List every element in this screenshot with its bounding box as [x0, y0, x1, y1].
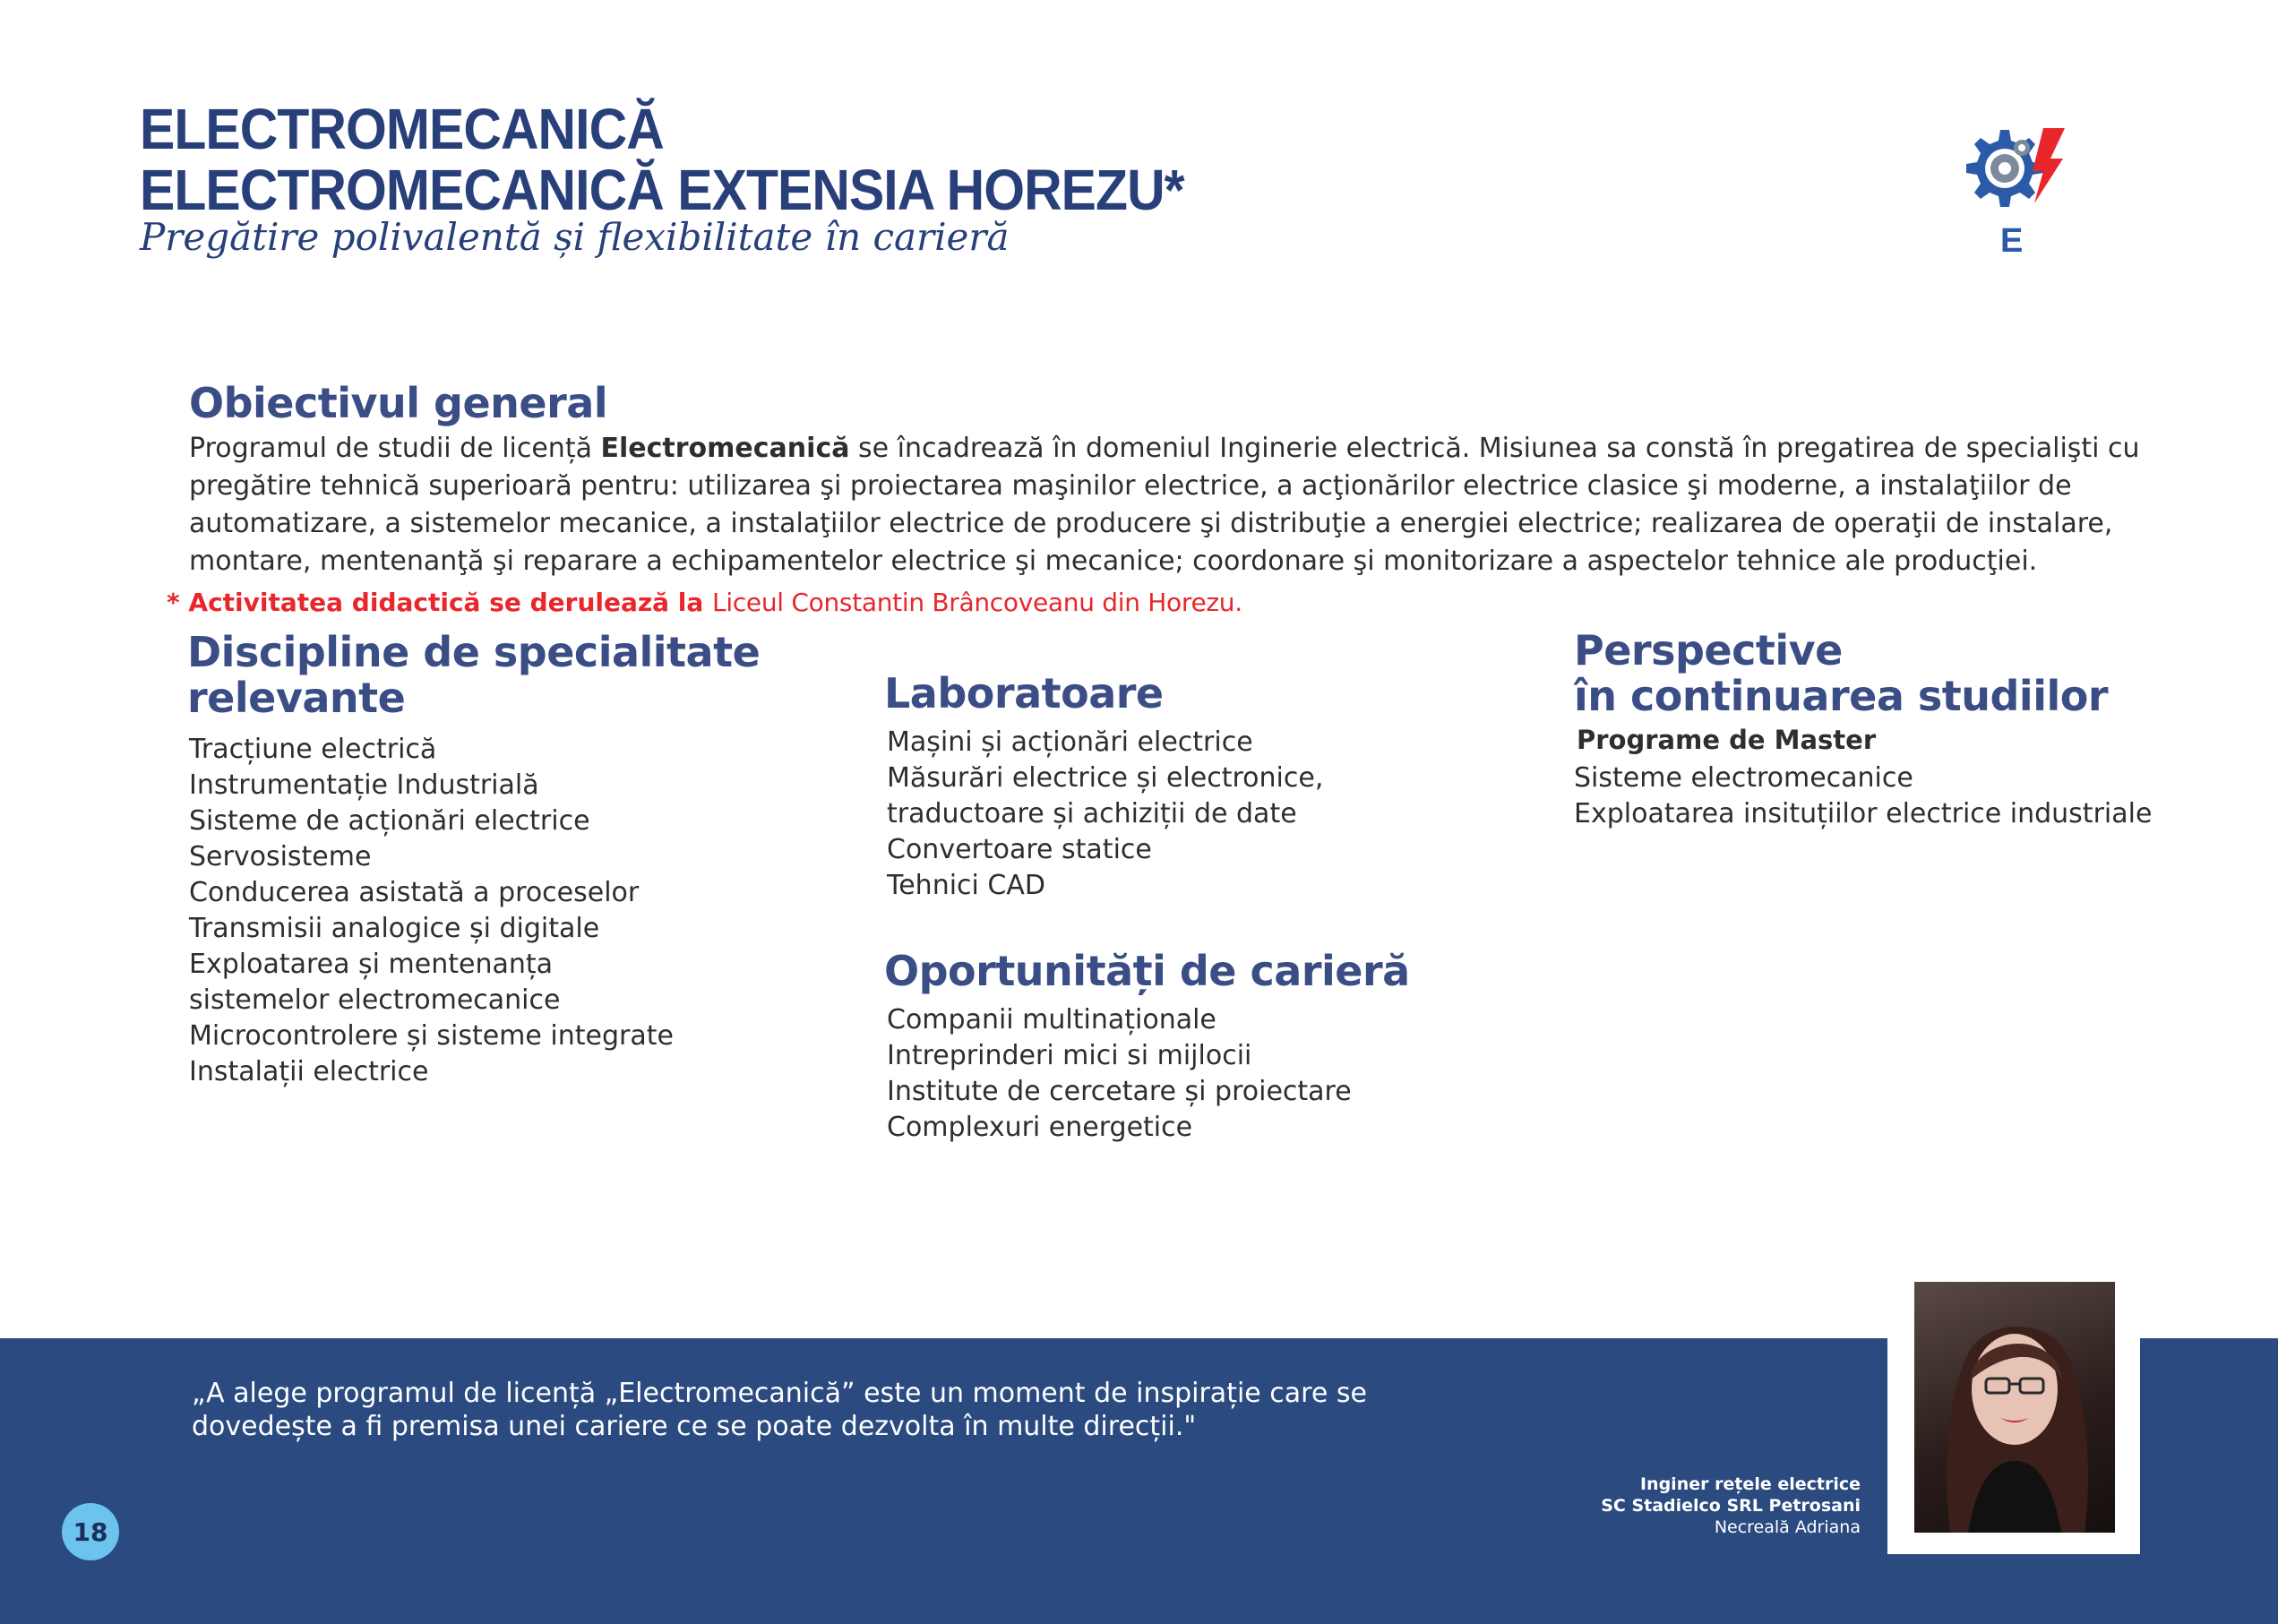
list-item: Mașini și acționări electrice — [887, 726, 1253, 758]
page-title-line1: ELECTROMECANICĂ — [140, 97, 664, 161]
program-name: Electromecanică — [600, 433, 850, 464]
page-title-line2: ELECTROMECANICĂ EXTENSIA HOREZU* — [140, 158, 1184, 222]
objective-paragraph — [189, 430, 2196, 580]
page-subtitle: Pregătire polivalentă și flexibilitate în carieră — [140, 215, 1010, 259]
labs-list — [887, 725, 1478, 904]
objective-text-before: Programul de studii de licență — [189, 433, 601, 464]
disciplines-heading-line2: relevante — [187, 674, 406, 722]
list-item: Tehnici CAD — [887, 870, 1045, 901]
note-location: Liceul Constantin Brâncoveanu din Horezu. — [712, 588, 1242, 617]
perspectives-heading-line2: în continuarea studiilor — [1574, 672, 2109, 720]
location-note — [167, 588, 1242, 617]
list-item: Convertoare statice — [887, 834, 1152, 865]
list-item: Sisteme electromecanice — [1574, 762, 1913, 794]
list-item: Instrumentație Industrială — [189, 769, 539, 801]
disciplines-heading-line1: Discipline de specialitate — [187, 628, 761, 676]
testimonial-quote: „A alege programul de licență „Electromecanică” este un moment de inspirație care se dovedește a fi premisa unei cariere ce se poate dezvolta în multe direcții." — [192, 1378, 1367, 1442]
list-item: Conducerea asistată a proceselor — [189, 877, 640, 908]
objective-heading: Obiectivul general — [189, 379, 608, 427]
list-item: Exploatarea insituțiilor electrice industriale — [1574, 798, 2153, 829]
logo-letter: E — [2000, 222, 2024, 260]
list-item: Intreprinderi mici si mijlocii — [887, 1040, 1252, 1071]
testimonial-name: Necreală Adriana — [1714, 1517, 1861, 1537]
careers-list — [887, 1002, 1478, 1146]
disciplines-list — [189, 732, 691, 1090]
list-item: Microcontrolere și sisteme integrate — [189, 1020, 674, 1052]
objective-text-after: se încadrează în domeniul Inginerie electrică. Misiunea sa constă în pregatirea de specialişti cu pregătire tehnică superioară pentru: utilizarea şi proiectarea maşinilor electrice, a acţionărilor electrice clasice şi moderne, a instalaţiilor de automatizare, a sistemelor mecanice, a instalaţiilor electrice de producere şi distribuţie a energiei electrice; realizarea de operaţii de instalare, montare, mentenanţă şi reparare a echipamentelor electrice şi mecanice; coordonare şi monitorizare a aspectelor tehnice ale producţiei. — [189, 433, 2140, 577]
note-star: * — [167, 588, 180, 617]
labs-heading: Laboratoare — [884, 669, 1164, 717]
testimonial-company: SC Stadielco SRL Petrosani — [1601, 1496, 1861, 1516]
list-item: Sisteme de acționări electrice — [189, 805, 590, 837]
list-item: Servosisteme — [189, 841, 372, 872]
list-item: Măsurări electrice și electronice, traductoare și achiziții de date — [887, 762, 1324, 829]
testimonial-role: Inginer rețele electrice — [1639, 1474, 1861, 1494]
list-item: Tracțiune electrică — [189, 734, 437, 765]
list-item: Institute de cercetare și proiectare — [887, 1076, 1352, 1107]
note-bold: Activitatea didactică se derulează la — [188, 588, 713, 617]
careers-heading: Oportunități de carieră — [884, 947, 1410, 995]
list-item: Instalații electrice — [189, 1056, 429, 1087]
list-item: Exploatarea și mentenanța sistemelor electromecanice — [189, 949, 561, 1016]
masters-subheading: Programe de Master — [1577, 725, 1877, 755]
person-portrait-icon — [1914, 1282, 2115, 1533]
list-item: Companii multinaționale — [887, 1004, 1216, 1035]
testimonial-photo — [1914, 1282, 2115, 1533]
perspectives-heading-line1: Perspective — [1574, 626, 1843, 675]
list-item: Complexuri energetice — [887, 1112, 1193, 1143]
page-number-badge: 18 — [62, 1503, 119, 1560]
faculty-logo — [1957, 121, 2069, 264]
list-item: Transmisii analogice și digitale — [189, 913, 600, 944]
masters-list — [1574, 760, 2219, 832]
